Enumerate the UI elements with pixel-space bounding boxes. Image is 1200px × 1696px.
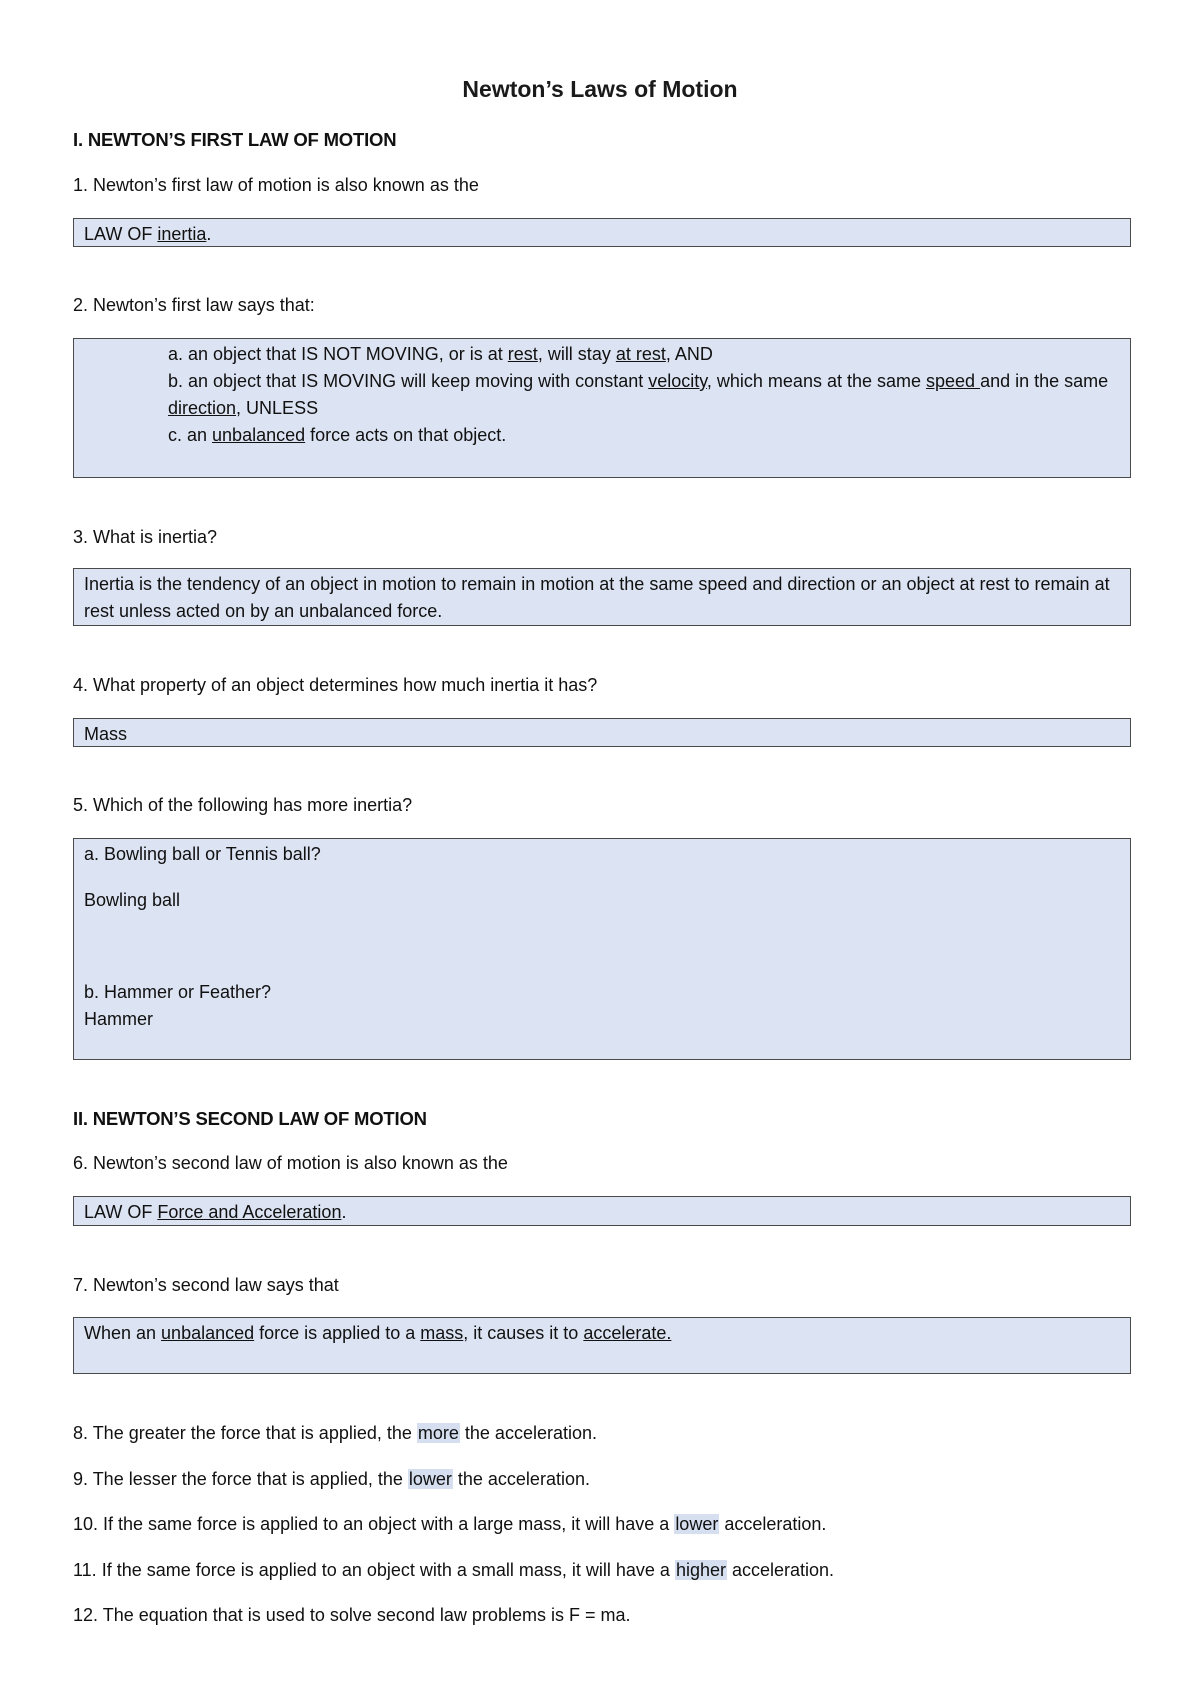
answer-1-suffix: .	[206, 224, 212, 244]
answer-box-5[interactable]	[73, 838, 1131, 1060]
section-2-heading: II. NEWTON’S SECOND LAW OF MOTION	[73, 1108, 427, 1129]
question-1: 1. Newton’s first law of motion is also known as the	[73, 175, 479, 195]
answer-3-text: Inertia is the tendency of an object in motion to remain in motion at the same speed and direction or an object at rest to remain at rest unless acted on by an unbalanced force.	[84, 574, 1110, 621]
answer-1-prefix: LAW OF	[84, 224, 158, 244]
question-5: 5. Which of the following has more inertia?	[73, 795, 413, 815]
answer-2-line-c: c. an unbalanced force acts on that object.	[168, 425, 507, 445]
answer-box-1[interactable]	[73, 218, 1131, 247]
question-10: 10. If the same force is applied to an object with a large mass, it will have a lower acceleration.	[73, 1514, 827, 1534]
question-11: 11. If the same force is applied to an object with a small mass, it will have a higher acceleration.	[73, 1560, 835, 1580]
answer-box-3[interactable]	[73, 568, 1131, 626]
fill-in-11[interactable]: higher	[675, 1560, 726, 1580]
answer-6-suffix: .	[341, 1202, 347, 1222]
question-4: 4. What property of an object determines how much inertia it has?	[73, 675, 598, 695]
fill-in-10[interactable]: lower	[675, 1514, 719, 1534]
answer-6-prefix: LAW OF	[84, 1202, 158, 1222]
fill-in-9[interactable]: lower	[408, 1469, 452, 1489]
answer-box-4[interactable]	[73, 718, 1131, 747]
answer-4-text: Mass	[84, 724, 128, 744]
question-8: 8. The greater the force that is applied, the more the acceleration.	[73, 1423, 597, 1443]
question-6: 6. Newton’s second law of motion is also known as the	[73, 1153, 508, 1173]
section-1-heading: I. NEWTON’S FIRST LAW OF MOTION	[73, 129, 397, 150]
answer-2-line-a: a. an object that IS NOT MOVING, or is at rest, will stay at rest, AND	[168, 344, 713, 364]
answer-5a-answer: Bowling ball	[84, 890, 181, 910]
answer-7-text: When an unbalanced force is applied to a mass, it causes it to accelerate.	[84, 1323, 672, 1343]
answer-5a-question: a. Bowling ball or Tennis ball?	[84, 844, 321, 864]
answer-1-value: inertia	[157, 224, 207, 244]
question-7: 7. Newton’s second law says that	[73, 1275, 339, 1295]
answer-5b-answer: Hammer	[84, 1009, 154, 1029]
answer-5b-question: b. Hammer or Feather?	[84, 982, 272, 1002]
question-2: 2. Newton’s first law says that:	[73, 295, 315, 315]
answer-box-7[interactable]	[73, 1317, 1131, 1374]
question-3: 3. What is inertia?	[73, 527, 218, 547]
answer-6-value: Force and Acceleration	[157, 1202, 342, 1222]
answer-box-6[interactable]	[73, 1196, 1131, 1226]
fill-in-8[interactable]: more	[417, 1423, 459, 1443]
question-12: 12. The equation that is used to solve second law problems is F = ma.	[73, 1605, 631, 1625]
question-9: 9. The lesser the force that is applied, the lower the acceleration.	[73, 1469, 590, 1489]
answer-2-line-b: b. an object that IS MOVING will keep moving with constant velocity, which means at the same speed and in the same direction, UNLESS	[168, 371, 1109, 418]
page-title: Newton’s Laws of Motion	[462, 76, 738, 102]
answer-box-2[interactable]	[73, 338, 1131, 478]
